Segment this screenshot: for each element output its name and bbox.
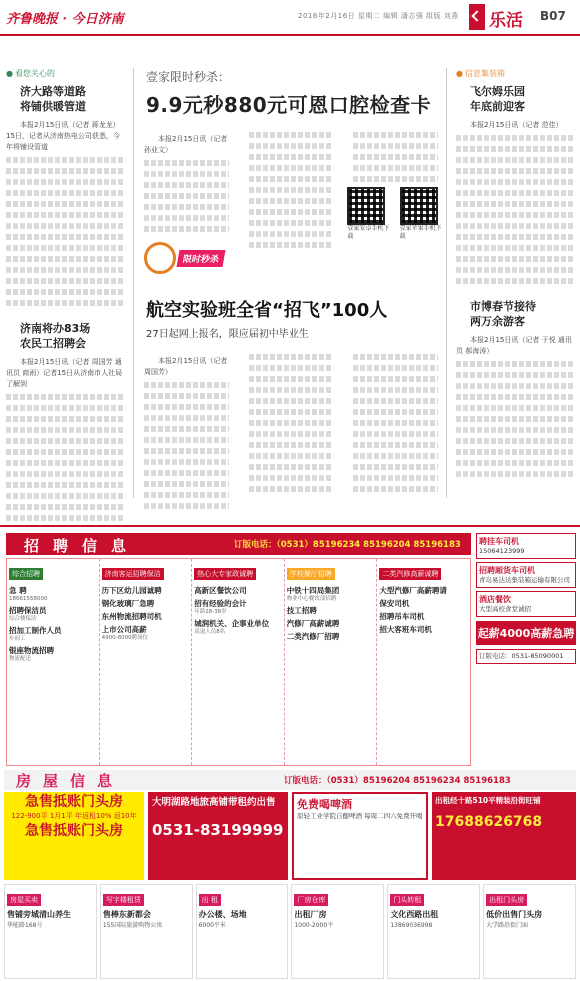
article-headline[interactable]: 年底前迎客 [470, 100, 525, 113]
article-body [6, 157, 124, 306]
article-lead: 本报2月15日讯（记者 范佳） [470, 121, 563, 129]
middle-column [138, 68, 444, 514]
job-title[interactable]: 城润机关、企事业单位 [194, 619, 270, 628]
right-column [450, 68, 580, 482]
category-tag: 二类汽修高薪诚聘 [379, 568, 441, 580]
article-body [6, 394, 124, 521]
article-headline[interactable]: 两万余游客 [470, 315, 525, 328]
promo-graphic [138, 240, 235, 282]
article-headline[interactable]: 济南将办83场 [20, 322, 91, 335]
job-title[interactable]: 高新区餐饮公司 [194, 586, 247, 595]
left-column [0, 68, 130, 526]
ad-title: 免费喝啤酒 [297, 798, 352, 811]
recruitment-sidebar [476, 533, 576, 763]
ad-phone: 0531-83199999 [152, 821, 284, 839]
article-deck: 27日起网上报名，限应届初中毕业生 [146, 329, 309, 340]
qr-caption: 壹家苹果手机下载 [399, 225, 442, 240]
ad-title: 出租经十路510平精装沿街旺铺 [435, 796, 541, 805]
classified-column[interactable] [483, 884, 576, 979]
ad-phone: 17688626768 [435, 814, 543, 830]
ad-beer[interactable] [292, 792, 428, 880]
article-body [353, 132, 438, 182]
classified-column [285, 559, 378, 765]
job-title[interactable]: 大型汽修厂高薪聘请 [379, 586, 447, 595]
box-title: 招聘厢货车司机 [479, 566, 535, 575]
job-title[interactable]: 中铁十四局集团 [286, 586, 340, 595]
article-headline[interactable]: 飞尔姆乐园 [470, 85, 525, 98]
section-name: 乐活 [489, 11, 523, 31]
category-tag: 门头转租 [390, 894, 424, 906]
category-tag: 写字楼租赁 [103, 894, 144, 906]
issue-meta: 2016年2月16日 星期二 编辑 潘志强 组版 刘燕 [298, 12, 459, 20]
recruitment-banner [6, 533, 471, 555]
category-tag: 综合招聘 [9, 568, 43, 580]
housing-phone: 订版电话：（0531）85196204 85196234 85196183 [284, 776, 511, 786]
listing-detail: 大学路沿街门面 [486, 922, 529, 929]
job-detail: 物业中心餐饮部招聘 [286, 596, 337, 602]
category-tag: 房屋买卖 [7, 894, 41, 906]
section-tag: ● 看您关心的 [6, 68, 130, 79]
listing-detail: 13869036998 [390, 922, 433, 929]
job-title[interactable]: 二类汽修厂招聘 [286, 632, 340, 641]
article-body [249, 354, 334, 492]
listing-detail: 1000-2000平 [294, 922, 334, 929]
article-headline[interactable]: 航空实验班全省“招飞”100人 [146, 300, 388, 321]
article-body [249, 132, 334, 248]
article-body [144, 382, 229, 509]
classified-column[interactable] [4, 884, 97, 979]
classified-column[interactable] [291, 884, 384, 979]
classified-box [476, 649, 576, 664]
category-tag: 出 租 [199, 894, 221, 906]
listing-title: 低价出售门头房 [486, 910, 543, 919]
category-tag: 热心大专家政诚聘 [194, 568, 256, 580]
column-divider [133, 68, 134, 498]
classified-column [377, 559, 470, 765]
ad-shop-rent[interactable] [148, 792, 288, 880]
job-title[interactable]: 招有经验的会计 [194, 599, 247, 608]
recruitment-grid [6, 558, 471, 766]
job-detail: 18661558000 [9, 596, 48, 602]
job-detail: 综合楼保洁 [9, 616, 37, 622]
listing-title: 出租厂房 [294, 910, 327, 919]
page-number: B07 [540, 9, 566, 23]
article-lead: 本报2月15日讯（记者 周国芳） [144, 357, 228, 376]
box-title: 酒店餐饮 [479, 595, 511, 604]
ad-title: 急售抵账门头房 [25, 823, 123, 839]
housing-title: 房屋信息 [16, 772, 125, 790]
recruitment-section [0, 525, 580, 767]
housing-grid [4, 884, 576, 979]
housing-section [0, 770, 580, 981]
job-title[interactable]: 招大客班车司机 [379, 625, 432, 634]
listing-title: 售铺旁城清山养生 [7, 910, 71, 919]
qr-code-icon[interactable] [400, 187, 438, 225]
job-title[interactable]: 招聘保洁员 [9, 606, 47, 615]
job-title[interactable]: 招聘吊车司机 [379, 612, 425, 621]
article-lead: 本报2月15日讯（记者 孙业文） [144, 135, 228, 154]
section-tag: ● 信息集装箱 [456, 68, 580, 79]
job-detail: 车间工 [9, 636, 26, 642]
category-tag: 出租门头房 [486, 894, 527, 906]
recruitment-phone: 订版电话：（0531）85196234 85196204 85196183 [234, 540, 461, 550]
article-headline[interactable]: 济大路等道路 [20, 85, 86, 98]
classified-column [192, 559, 285, 765]
ad-title: 大明湖路地旅高铺带租约出售 [152, 797, 276, 808]
category-tag: 学校餐厅招聘 [287, 568, 335, 580]
job-detail: 年龄28-38岁 [194, 609, 227, 615]
ad-shop-lease[interactable] [432, 792, 576, 880]
category-tag: 厂房仓库 [294, 894, 328, 906]
box-text: 15064123999 [479, 547, 525, 555]
listing-detail: 华能路168号 [7, 922, 43, 929]
box-title: 聘挂车司机 [479, 537, 519, 546]
job-title[interactable]: 银座物流招聘 [9, 646, 54, 655]
box-text: 订版电话：0531-85090001 [479, 652, 564, 660]
classified-column[interactable] [387, 884, 480, 979]
classified-column[interactable] [100, 884, 193, 979]
classified-column [7, 559, 100, 765]
newspaper-logo: 齐鲁晚报 · 今日济南 [6, 12, 124, 27]
page-header [0, 0, 580, 36]
listing-detail: 155国际旅游购物公寓 [102, 922, 163, 929]
housing-banner [4, 770, 576, 790]
listing-detail: 6000平米 [198, 922, 226, 929]
job-title[interactable]: 招加工制作人员 [9, 626, 62, 635]
classified-column [100, 559, 193, 765]
article-body [456, 361, 574, 477]
article-body [144, 160, 229, 232]
article-body [353, 354, 438, 492]
article-lead: 本报2月15日讯（记者 于悦 通讯员 郝海涛） [456, 336, 572, 355]
listing-title: 办公楼、场地 [198, 910, 247, 919]
article-headline[interactable]: 将铺供暖管道 [20, 100, 86, 113]
classified-box[interactable] [476, 562, 576, 588]
listing-title: 文化西路出租 [390, 910, 439, 919]
recruitment-title: 招聘信息 [24, 537, 141, 555]
box-text: 大型高校食堂诚招 [479, 605, 531, 613]
box-text: 青岛易达达集装箱运输有限公司 [479, 576, 570, 584]
ad-detail: 122-900平 1月1平 年返租10% 返10年 [11, 812, 137, 820]
qr-caption: 壹家安卓手机下载 [347, 225, 390, 240]
article-body [456, 135, 574, 284]
job-detail: 4900-8000聘岗位 [101, 635, 149, 641]
listing-title: 售棒东新都会 [102, 910, 151, 919]
classified-column[interactable] [196, 884, 289, 979]
job-title[interactable]: 东州物流招聘司机 [101, 612, 162, 621]
job-title[interactable]: 钢化玻璃厂急聘 [101, 599, 155, 608]
job-title[interactable]: 上市公司高薪 [101, 625, 147, 634]
section-arrow-icon [469, 4, 485, 30]
job-title[interactable]: 历下区幼儿园诚聘 [101, 586, 162, 595]
job-title[interactable]: 保安司机 [379, 599, 410, 608]
job-detail: 高退人员8名 [194, 629, 226, 635]
ad-shop-sale[interactable] [4, 792, 144, 880]
category-tag: 济南客运招聘保洁 [102, 568, 164, 580]
job-title[interactable]: 技工招聘 [286, 606, 317, 615]
column-divider [446, 68, 447, 498]
article-kicker: 壹家限时秒杀： [146, 70, 231, 84]
article-lead: 本报2月15日讯（记者 周国芳 通讯员 商雨）记者15日从济南市人社局了解到 [6, 358, 123, 388]
clock-icon [144, 242, 176, 274]
job-title[interactable]: 急 聘 [9, 586, 27, 595]
article-headline[interactable]: 市博春节接待 [470, 300, 536, 313]
classified-box[interactable] [476, 591, 576, 617]
article-lead: 本报2月15日讯（记者 蒋龙龙）15日，记者从济南热电公司获悉，今年将铺设管道 [6, 121, 120, 151]
classified-box[interactable] [476, 533, 576, 559]
article-headline[interactable]: 9.9元秒880元可恩口腔检查卡 [146, 93, 432, 117]
job-detail: 物流配送 [9, 656, 32, 662]
promo-badge: 限时秒杀 [177, 250, 226, 267]
job-title[interactable]: 汽修厂高薪诚聘 [286, 619, 340, 628]
ad-detail: 原轻工业学院自酿啤酒 每周二四六免费开喝 [297, 812, 423, 820]
urgent-banner[interactable]: 起薪4000高薪急聘 [476, 621, 576, 645]
article-headline[interactable]: 农民工招聘会 [20, 337, 86, 350]
qr-code-icon[interactable] [347, 187, 385, 225]
ad-title: 急售抵账门头房 [25, 794, 123, 810]
